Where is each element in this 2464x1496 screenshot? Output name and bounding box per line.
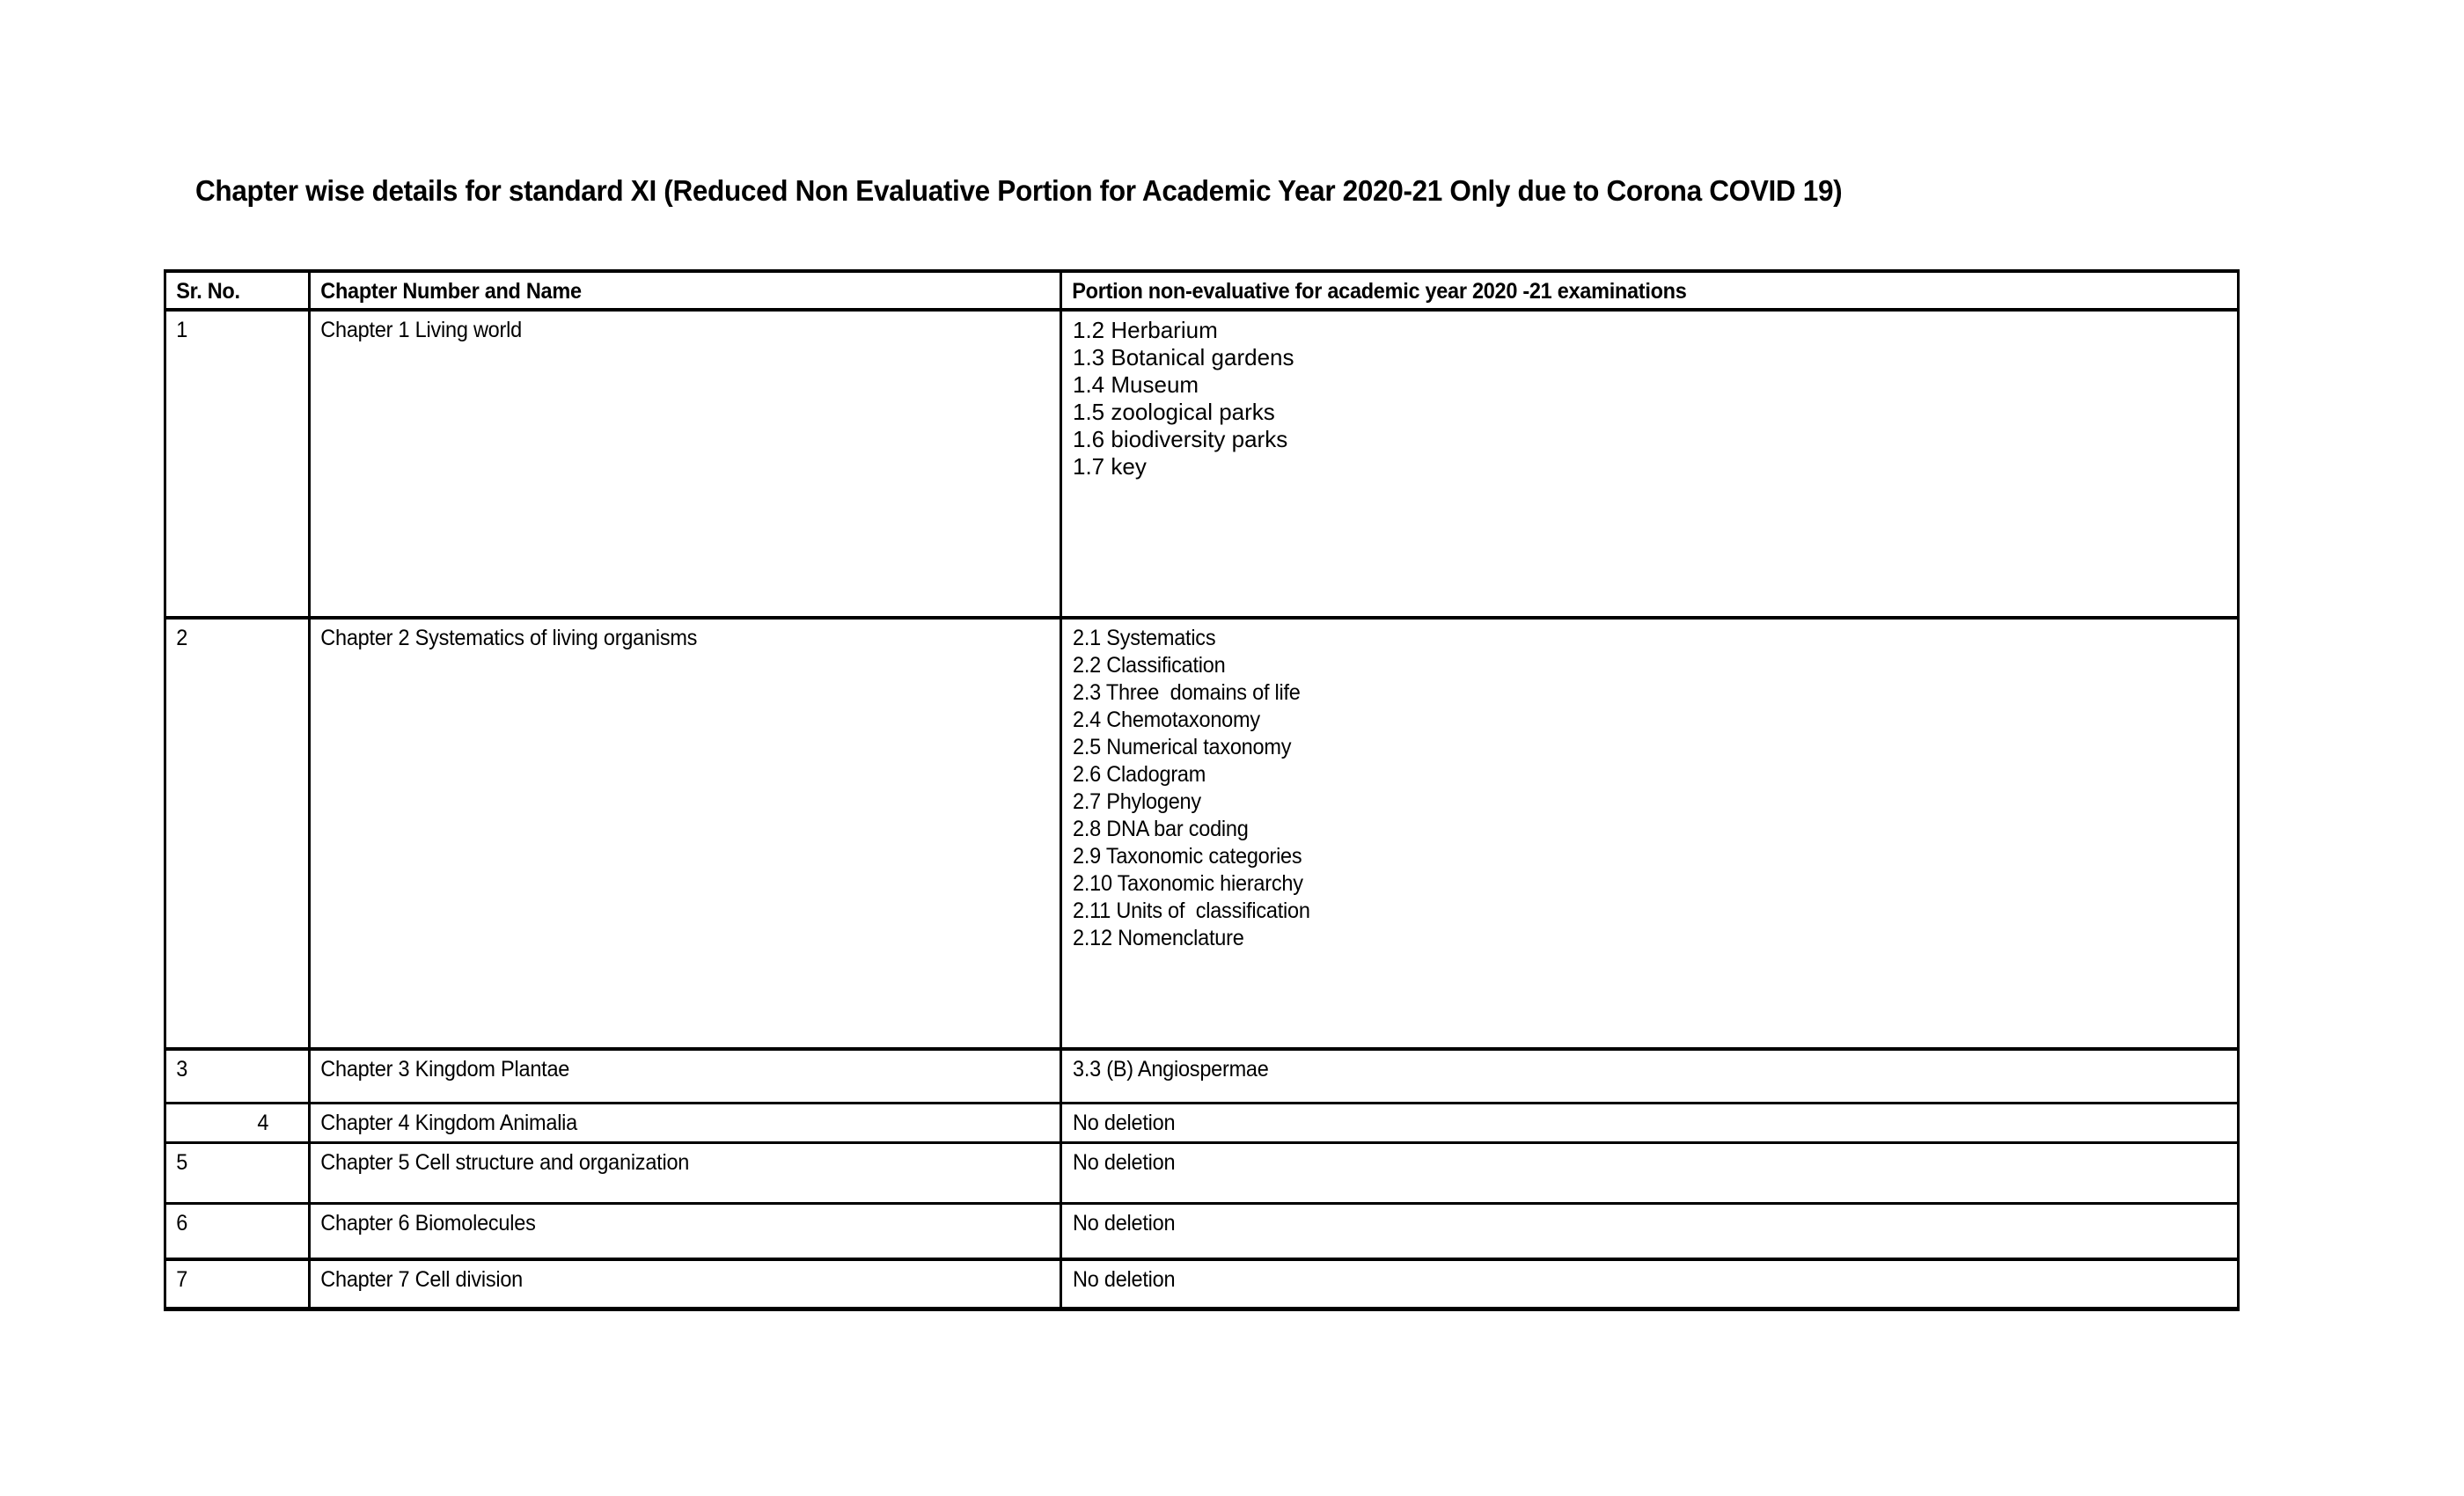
column-header-portion-label: Portion non-evaluative for academic year 2020 -21 examinations bbox=[1072, 279, 1687, 304]
cell-portion bbox=[1061, 1259, 2239, 1309]
chapter-name: Chapter 7 Cell division bbox=[320, 1267, 523, 1292]
portion-item: 1.6 biodiversity parks bbox=[1073, 426, 1288, 452]
chapter-details-table bbox=[164, 269, 2240, 1311]
portion-item: 3.3 (B) Angiospermae bbox=[1073, 1057, 1269, 1082]
portion-item: 2.12 Nomenclature bbox=[1073, 926, 1244, 950]
sr-no-value: 6 bbox=[176, 1211, 188, 1236]
portion-item: 1.2 Herbarium bbox=[1073, 317, 1218, 343]
portion-list bbox=[1062, 1261, 2237, 1297]
cell-chapter bbox=[310, 1259, 1061, 1309]
sr-no-value: 5 bbox=[176, 1150, 188, 1175]
chapter-name: Chapter 2 Systematics of living organisms bbox=[320, 626, 698, 650]
portion-item: No deletion bbox=[1073, 1111, 1176, 1135]
portion-list bbox=[1062, 312, 2237, 484]
portion-item: No deletion bbox=[1073, 1211, 1176, 1236]
portion-item: 2.11 Units of classification bbox=[1073, 898, 1310, 923]
cell-sr-no bbox=[165, 310, 310, 618]
chapter-name: Chapter 1 Living world bbox=[320, 318, 522, 342]
cell-portion bbox=[1061, 1049, 2239, 1104]
table-row bbox=[165, 1259, 2239, 1309]
sr-no-value: 1 bbox=[176, 318, 188, 342]
sr-no-value: 3 bbox=[176, 1057, 188, 1082]
portion-list bbox=[1062, 1051, 2237, 1087]
portion-item: 2.5 Numerical taxonomy bbox=[1073, 735, 1292, 759]
portion-list bbox=[1062, 620, 2237, 956]
chapter-name: Chapter 6 Biomolecules bbox=[320, 1211, 536, 1236]
cell-sr-no bbox=[165, 1049, 310, 1104]
sr-no-value: 2 bbox=[176, 626, 188, 650]
cell-portion bbox=[1061, 1104, 2239, 1143]
portion-item: 2.2 Classification bbox=[1073, 653, 1226, 678]
table-row bbox=[165, 1049, 2239, 1104]
cell-sr-no bbox=[165, 1204, 310, 1260]
portion-item: 2.1 Systematics bbox=[1073, 626, 1216, 650]
portion-item: No deletion bbox=[1073, 1150, 1176, 1175]
chapter-name: Chapter 4 Kingdom Animalia bbox=[320, 1111, 578, 1135]
cell-chapter bbox=[310, 1049, 1061, 1104]
portion-item: 1.3 Botanical gardens bbox=[1073, 344, 1294, 370]
portion-item: 1.7 key bbox=[1073, 453, 1147, 480]
cell-portion bbox=[1061, 1204, 2239, 1260]
table-header-row bbox=[165, 271, 2239, 310]
column-header-portion bbox=[1061, 271, 2239, 310]
cell-chapter bbox=[310, 1204, 1061, 1260]
table-row bbox=[165, 1204, 2239, 1260]
portion-item: 2.9 Taxonomic categories bbox=[1073, 844, 1302, 869]
chapter-name: Chapter 3 Kingdom Plantae bbox=[320, 1057, 570, 1082]
portion-list bbox=[1062, 1205, 2237, 1241]
cell-chapter bbox=[310, 310, 1061, 618]
portion-item: No deletion bbox=[1073, 1267, 1176, 1292]
column-header-chapter bbox=[310, 271, 1061, 310]
cell-chapter bbox=[310, 618, 1061, 1049]
cell-portion bbox=[1061, 310, 2239, 618]
cell-portion bbox=[1061, 618, 2239, 1049]
cell-chapter bbox=[310, 1104, 1061, 1143]
cell-sr-no bbox=[165, 1143, 310, 1204]
table-row bbox=[165, 1143, 2239, 1204]
portion-item: 1.5 zoological parks bbox=[1073, 399, 1275, 425]
cell-chapter bbox=[310, 1143, 1061, 1204]
column-header-sr-no-label: Sr. No. bbox=[176, 279, 240, 304]
portion-list bbox=[1062, 1104, 2237, 1140]
table-row bbox=[165, 310, 2239, 618]
column-header-sr-no bbox=[165, 271, 310, 310]
table-row bbox=[165, 1104, 2239, 1143]
cell-sr-no bbox=[165, 618, 310, 1049]
page-title: Chapter wise details for standard XI (Reduced Non Evaluative Portion for Academic Year 2020-21 Only due to Corona COVID 19) bbox=[195, 174, 1843, 207]
portion-item: 2.4 Chemotaxonomy bbox=[1073, 708, 1260, 732]
portion-item: 2.7 Phylogeny bbox=[1073, 789, 1201, 814]
chapter-table-container bbox=[164, 269, 2237, 1311]
chapter-name: Chapter 5 Cell structure and organization bbox=[320, 1150, 690, 1175]
sr-no-value: 4 bbox=[257, 1111, 269, 1135]
portion-item: 2.10 Taxonomic hierarchy bbox=[1073, 871, 1303, 896]
portion-item: 2.3 Three domains of life bbox=[1073, 680, 1301, 705]
table-row bbox=[165, 618, 2239, 1049]
cell-sr-no bbox=[165, 1104, 310, 1143]
cell-portion bbox=[1061, 1143, 2239, 1204]
cell-sr-no bbox=[165, 1259, 310, 1309]
portion-item: 2.6 Cladogram bbox=[1073, 762, 1206, 787]
sr-no-value: 7 bbox=[176, 1267, 188, 1292]
portion-item: 1.4 Museum bbox=[1073, 371, 1199, 398]
column-header-chapter-label: Chapter Number and Name bbox=[320, 279, 582, 304]
portion-list bbox=[1062, 1144, 2237, 1180]
portion-item: 2.8 DNA bar coding bbox=[1073, 817, 1249, 841]
